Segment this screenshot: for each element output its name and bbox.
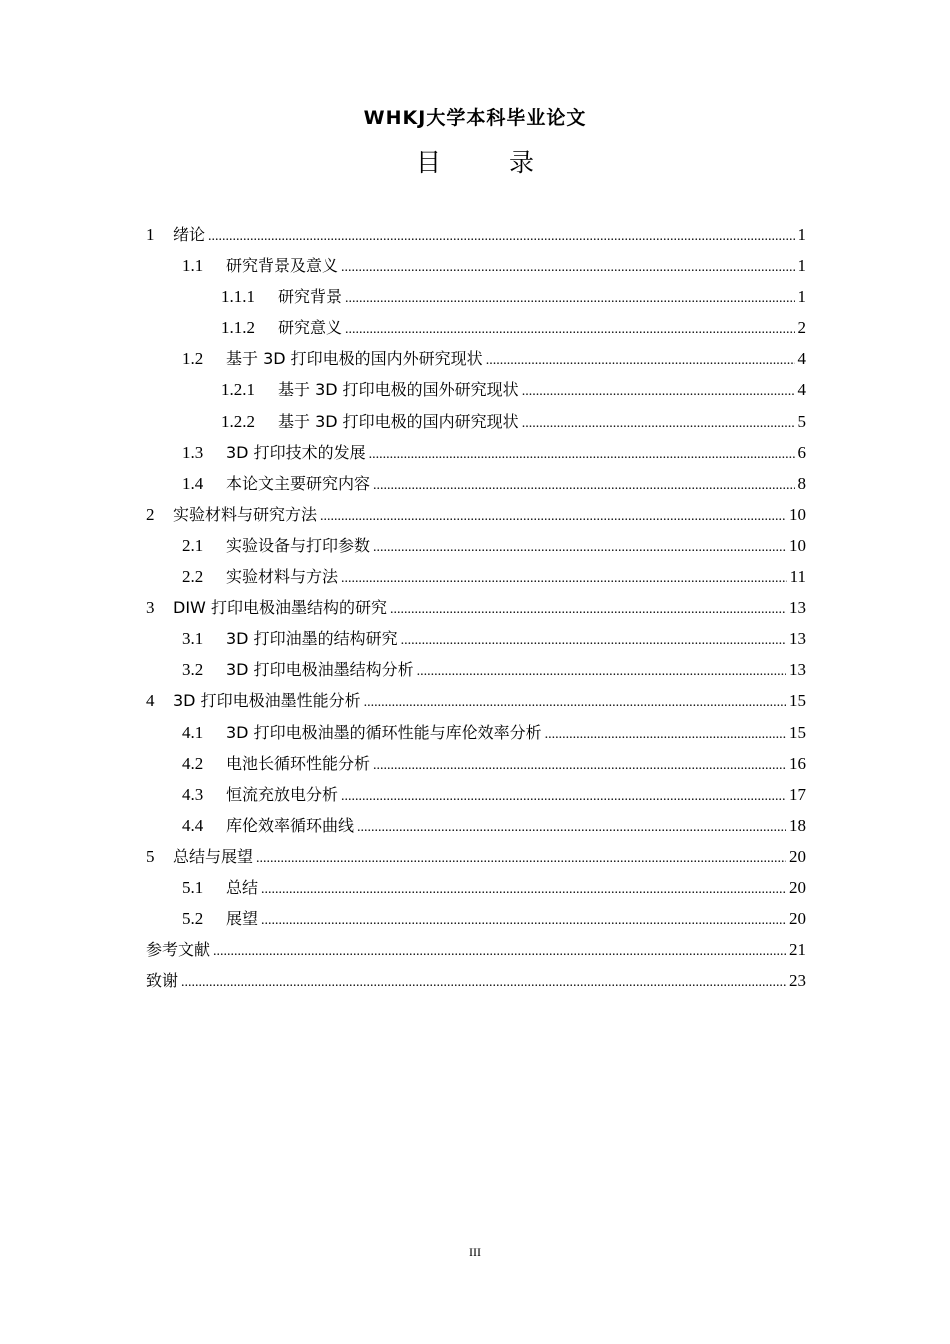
table-of-contents — [146, 219, 806, 996]
toc-entry-label: 基于 3D 打印电极的国内研究现状 — [278, 411, 519, 431]
toc-entry-page: 13 — [789, 660, 806, 680]
toc-entry-label: 实验材料与研究方法 — [173, 504, 318, 524]
toc-entry-label: 研究意义 — [278, 318, 343, 338]
toc-entry[interactable] — [146, 623, 806, 654]
toc-entry-number: 2 — [146, 504, 155, 524]
toc-entry-page: 1 — [797, 256, 806, 276]
toc-entry-label: 3D 打印油墨的结构研究 — [226, 629, 398, 649]
toc-entry-page: 18 — [789, 815, 806, 835]
toc-entry-number: 3.2 — [182, 660, 204, 680]
toc-dot-leader — [261, 874, 786, 905]
toc-entry-label: 基于 3D 打印电极的国外研究现状 — [278, 380, 519, 400]
toc-entry-number: 1 — [146, 225, 155, 244]
toc-entry-page: 1 — [797, 225, 806, 244]
toc-entry-number: 3 — [146, 598, 155, 618]
toc-entry[interactable] — [146, 281, 806, 312]
toc-dot-leader — [208, 221, 794, 252]
toc-entry-label: 展望 — [226, 909, 259, 929]
toc-dot-leader — [486, 345, 795, 376]
toc-entry-number: 5.1 — [182, 877, 204, 897]
toc-entry[interactable] — [146, 592, 806, 623]
toc-entry-page: 17 — [789, 784, 806, 804]
toc-entry-label: 实验设备与打印参数 — [226, 535, 371, 555]
toc-dot-leader — [369, 439, 795, 470]
toc-entry[interactable] — [146, 499, 806, 530]
page-number: III — [469, 1245, 481, 1259]
toc-dot-leader — [341, 252, 794, 283]
toc-dot-leader — [545, 719, 786, 750]
toc-entry-label: DIW 打印电极油墨结构的研究 — [173, 598, 387, 618]
toc-entry-page: 23 — [789, 971, 806, 991]
toc-entry-label: 基于 3D 打印电极的国内外研究现状 — [226, 349, 483, 369]
toc-entry[interactable] — [146, 312, 806, 343]
toc-entry-label: 3D 打印技术的发展 — [226, 442, 366, 462]
toc-entry-page: 15 — [789, 722, 806, 742]
toc-entry-label: 致谢 — [146, 971, 179, 991]
toc-entry-number: 5 — [146, 846, 155, 866]
toc-entry-label: 本论文主要研究内容 — [226, 473, 371, 493]
toc-entry-label: 研究背景及意义 — [226, 256, 339, 276]
toc-entry-number: 1.2.2 — [221, 411, 255, 431]
toc-entry-number: 2.1 — [182, 535, 204, 555]
toc-entry-page: 21 — [789, 940, 806, 960]
toc-entry-label: 3D 打印电极油墨结构分析 — [226, 660, 414, 680]
toc-dot-leader — [373, 532, 786, 563]
toc-entry-page: 8 — [797, 473, 806, 493]
toc-entry-page: 10 — [789, 504, 806, 524]
toc-entry-number: 4.3 — [182, 784, 204, 804]
toc-entry-label: 参考文献 — [146, 940, 211, 960]
toc-entry-number: 4.1 — [182, 722, 204, 742]
toc-entry-page: 4 — [797, 349, 806, 369]
toc-entry-label: 总结 — [226, 877, 259, 897]
toc-dot-leader — [522, 376, 795, 407]
toc-dot-leader — [256, 843, 786, 874]
toc-entry-number: 4.2 — [182, 753, 204, 773]
toc-entry[interactable] — [146, 779, 806, 810]
toc-entry-number: 2.2 — [182, 567, 204, 587]
toc-entry-number: 1.4 — [182, 473, 204, 493]
toc-entry[interactable] — [146, 748, 806, 779]
toc-entry[interactable] — [146, 250, 806, 281]
toc-dot-leader — [401, 625, 786, 656]
toc-dot-leader — [357, 812, 786, 843]
toc-entry[interactable] — [146, 965, 806, 996]
toc-dot-leader — [213, 936, 786, 967]
toc-entry[interactable] — [146, 841, 806, 872]
toc-dot-leader — [417, 656, 786, 687]
toc-entry-page: 15 — [789, 691, 806, 711]
toc-entry[interactable] — [146, 406, 806, 437]
toc-entry-number: 4 — [146, 691, 155, 711]
toc-entry[interactable] — [146, 685, 806, 716]
toc-entry-number: 1.1 — [182, 256, 204, 276]
toc-entry-number: 1.1.1 — [221, 287, 255, 307]
toc-entry[interactable] — [146, 530, 806, 561]
toc-entry-page: 5 — [797, 411, 806, 431]
toc-entry-label: 3D 打印电极油墨性能分析 — [173, 691, 361, 711]
toc-entry[interactable] — [146, 561, 806, 592]
toc-dot-leader — [364, 687, 786, 718]
toc-entry-number: 3.1 — [182, 629, 204, 649]
toc-entry[interactable] — [146, 810, 806, 841]
toc-dot-leader — [373, 470, 794, 501]
toc-entry[interactable] — [146, 903, 806, 934]
toc-entry[interactable] — [146, 872, 806, 903]
toc-dot-leader — [341, 781, 786, 812]
toc-dot-leader — [390, 594, 786, 625]
toc-entry-page: 20 — [789, 846, 806, 866]
toc-entry[interactable] — [146, 717, 806, 748]
toc-entry[interactable] — [146, 654, 806, 685]
toc-entry-page: 10 — [789, 535, 806, 555]
toc-entry-label: 实验材料与方法 — [226, 567, 339, 587]
toc-entry-page: 20 — [789, 877, 806, 897]
toc-entry-page: 11 — [789, 567, 806, 587]
toc-entry-label: 恒流充放电分析 — [226, 784, 339, 804]
toc-entry-number: 5.2 — [182, 909, 204, 929]
toc-entry[interactable] — [146, 219, 806, 250]
toc-entry[interactable] — [146, 437, 806, 468]
toc-dot-leader — [345, 314, 794, 345]
toc-dot-leader — [261, 905, 786, 936]
toc-entry-page: 13 — [789, 598, 806, 618]
toc-entry-page: 2 — [797, 318, 806, 338]
toc-entry[interactable] — [146, 343, 806, 374]
toc-entry-label: 绪论 — [173, 225, 206, 244]
toc-entry-page: 13 — [789, 629, 806, 649]
toc-entry[interactable] — [146, 468, 806, 499]
toc-dot-leader — [522, 408, 795, 439]
toc-dot-leader — [345, 283, 794, 314]
toc-entry-page: 1 — [797, 287, 806, 307]
toc-entry-page: 20 — [789, 909, 806, 929]
toc-entry-page: 6 — [797, 442, 806, 462]
toc-entry-page: 4 — [797, 380, 806, 400]
toc-title: 目 录 — [416, 148, 564, 177]
toc-entry-label: 研究背景 — [278, 287, 343, 307]
toc-entry[interactable] — [146, 934, 806, 965]
toc-entry-label: 电池长循环性能分析 — [226, 753, 371, 773]
toc-entry-number: 1.3 — [182, 442, 204, 462]
toc-entry-page: 16 — [789, 753, 806, 773]
toc-entry-number: 1.2.1 — [221, 380, 255, 400]
toc-dot-leader — [320, 501, 786, 532]
toc-entry-number: 1.2 — [182, 349, 204, 369]
toc-entry-number: 1.1.2 — [221, 318, 255, 338]
toc-dot-leader — [373, 750, 786, 781]
toc-dot-leader — [341, 563, 787, 594]
toc-dot-leader — [181, 967, 786, 998]
toc-entry-label: 总结与展望 — [173, 846, 254, 866]
toc-entry-label: 库伦效率循环曲线 — [226, 815, 355, 835]
toc-entry-number: 4.4 — [182, 815, 204, 835]
toc-entry-label: 3D 打印电极油墨的循环性能与库伦效率分析 — [226, 722, 542, 742]
toc-entry[interactable] — [146, 374, 806, 405]
document-header: WHKJ大学本科毕业论文 — [363, 107, 587, 129]
